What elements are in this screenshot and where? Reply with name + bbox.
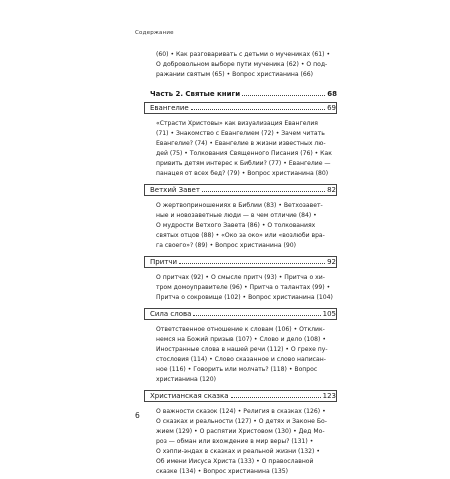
entry-line: Притча о сокровище (102) • Вопрос христианина (104) <box>156 294 333 301</box>
entry-line: Иностранные слова в нашей речи (112) • О грехе пу- <box>156 346 328 353</box>
entry-line: тром домоуправителе (96) • Притча о талантах (99) • <box>156 284 331 291</box>
section-heading[interactable] <box>144 184 337 196</box>
entry-line: святых отцов (88) • «Око за око» или «возлюби вра- <box>156 232 325 239</box>
section-heading[interactable] <box>144 390 337 402</box>
entry-line: стословия (114) • Слово сказанное и слово написан- <box>156 356 326 363</box>
dot-leader <box>242 95 325 96</box>
running-head: Содержание <box>135 30 174 36</box>
entry-line: дей (75) • Толкования Священного Писания (76) • Как <box>156 150 332 157</box>
section-evangelie <box>150 102 337 181</box>
entry-line: (71) • Знакомство с Евангелием (72) • Зачем читать <box>156 130 325 137</box>
entry-line: ные и новозаветные люди — в чем отличие (84) • <box>156 212 317 219</box>
entry-line: О хэппи-эндах в сказках и реальной жизни (132) • <box>156 448 320 455</box>
dot-leader <box>231 397 321 398</box>
dot-leader <box>202 191 325 192</box>
section-khristianskaya-skazka <box>150 390 337 479</box>
entry-line: О добровольном выборе пути мученика (62) • О под- <box>156 61 328 68</box>
dot-leader <box>179 263 325 264</box>
entry-line: роз — обман или вхождение в мир веры? (131) • <box>156 438 314 445</box>
section-entries <box>150 402 337 479</box>
section-vetkhiy-zavet <box>150 184 337 253</box>
section-heading[interactable] <box>144 102 337 114</box>
section-entries <box>150 196 337 253</box>
dot-leader <box>191 109 325 110</box>
entry-line: немся на Божий призыв (107) • Слово и дело (108) • <box>156 336 326 343</box>
entry-line: ражании святым (65) • Вопрос христианина (66) <box>156 71 314 78</box>
entry-line: (60) • Как разговаривать с детьми о мучениках (61) • <box>156 51 331 58</box>
section-title: Евангелие <box>150 104 189 112</box>
entry-line: панацея от всех бед? (79) • Вопрос христианина (80) <box>156 170 329 177</box>
entry-line: привить детям интерес к Библии? (77) • Евангелие — <box>156 160 331 167</box>
page-number: 6 <box>135 411 140 420</box>
dot-leader <box>193 315 320 316</box>
intro-entry <box>150 50 337 80</box>
entry-line: жием (129) • О распятии Христовом (130) • Дед Мо- <box>156 428 325 435</box>
entry-line: О важности сказок (124) • Религия в сказках (126) • <box>156 408 326 415</box>
entry-line: сказке (134) • Вопрос христианина (135) <box>156 468 289 475</box>
section-title: Ветхий Завет <box>150 186 200 194</box>
table-of-contents <box>150 50 337 479</box>
entry-line: О притчах (92) • О смысле притч (93) • Притча о хи- <box>156 274 325 281</box>
entry-line: га своего»? (89) • Вопрос христианина (90) <box>156 242 297 249</box>
section-entries <box>150 268 337 305</box>
section-title: Притчи <box>150 258 178 266</box>
section-title: Сила слова <box>150 310 192 318</box>
section-pritchi <box>150 256 337 305</box>
entry-line: ное (116) • Говорить или молчать? (118) • Вопрос <box>156 366 318 373</box>
section-page-number: 92 <box>327 258 336 266</box>
entry-line: О сказках и реальности (127) • О детях и Законе Бо- <box>156 418 327 425</box>
entry-line: Евангелие? (74) • Евангелие в жизни известных лю- <box>156 140 326 147</box>
section-title: Христианская сказка <box>150 392 229 400</box>
section-page-number: 123 <box>322 392 336 400</box>
entry-line: О жертвоприношениях в Библии (83) • Ветхозавет- <box>156 202 323 209</box>
entry-line: христианина (120) <box>156 376 217 383</box>
section-page-number: 69 <box>327 104 336 112</box>
part-heading[interactable] <box>150 89 337 99</box>
part-page-number: 68 <box>327 90 337 98</box>
section-page-number: 82 <box>327 186 336 194</box>
section-entries <box>150 114 337 181</box>
part-title: Часть 2. Святые книги <box>150 90 241 98</box>
section-heading[interactable] <box>144 256 337 268</box>
section-page-number: 105 <box>322 310 336 318</box>
entry-line: О мудрости Ветхого Завета (86) • О толкованиях <box>156 222 316 229</box>
entry-line: Об имени Иисуса Христа (133) • О православной <box>156 458 314 465</box>
entry-line: «Страсти Христовы» как визуализация Евангелия <box>156 120 318 127</box>
section-sila-slova <box>150 308 337 387</box>
section-entries <box>150 320 337 387</box>
entry-line: Ответственное отношение к словам (106) • Отклик- <box>156 326 325 333</box>
section-heading[interactable] <box>144 308 337 320</box>
